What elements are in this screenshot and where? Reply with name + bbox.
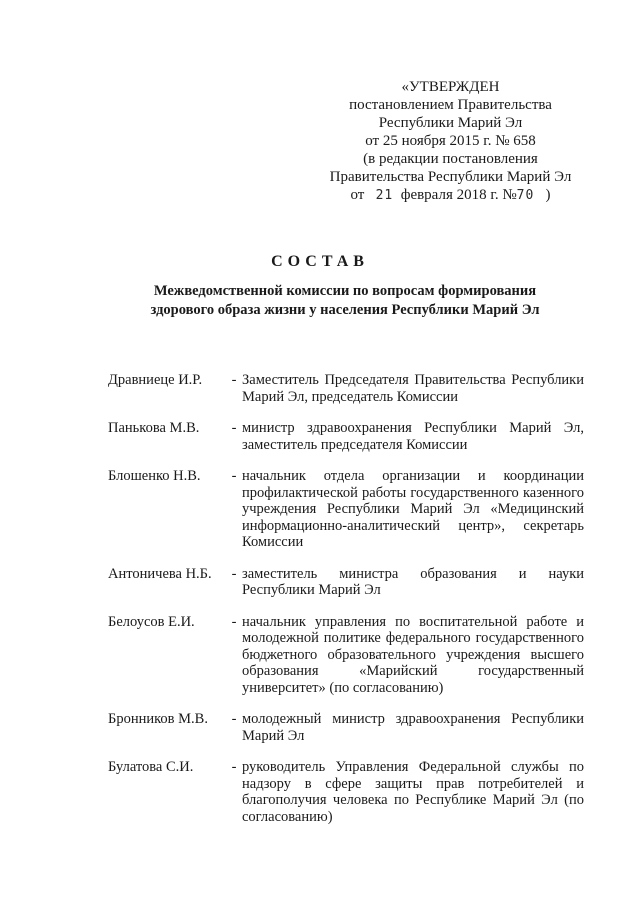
member-name: Бронников М.В. (108, 711, 208, 727)
member-role: заместитель министра образования и науки Республики Марий Эл (242, 565, 584, 598)
approval-date-middle: февраля 2018 г. № (400, 187, 517, 203)
member-name: Антоничева Н.Б. (108, 565, 212, 582)
approval-date-suffix: ) (545, 187, 551, 203)
approval-date-prefix: от (350, 187, 365, 203)
approval-number: 70 (516, 188, 535, 203)
member-dash: - (231, 711, 237, 727)
member-role: руководитель Управления Федеральной службы по надзору в сфере защиты прав потребителей и благополучия человека по Республике Марий Эл (по согласованию) (242, 759, 584, 825)
member-row (108, 759, 584, 825)
approval-line: Правительства Республики Марий Эл (329, 169, 572, 185)
member-name: Панькова М.В. (108, 420, 200, 436)
member-row (108, 372, 584, 405)
document-subtitle (110, 282, 580, 320)
member-role: начальник управления по воспитательной работе и молодежной политике федерального государственного бюджетного образовательного учреждения высшего образования «Марийский государственный университет» (по согласованию) (242, 613, 584, 696)
member-name: Дравниеце И.Р. (108, 372, 203, 388)
approval-stamp (318, 78, 583, 205)
member-row (108, 566, 584, 599)
approval-line: Республики Марий Эл (378, 115, 523, 131)
member-dash: - (231, 565, 237, 582)
member-row (108, 614, 584, 697)
member-dash: - (231, 372, 237, 388)
member-name: Блошенко Н.В. (108, 468, 201, 484)
subtitle-line: здорового образа жизни у населения Республики Марий Эл (150, 302, 540, 318)
approval-line: постановлением Правительства (349, 97, 552, 113)
approval-date-day: 21 (375, 188, 394, 203)
member-name: Булатова С.И. (108, 759, 194, 775)
member-role: молодежный министр здравоохранения Республики Марий Эл (242, 711, 584, 744)
subtitle-line: Межведомственной комиссии по вопросам формирования (153, 283, 537, 299)
document-title: СОСТАВ (271, 253, 369, 270)
member-dash: - (231, 759, 237, 775)
member-dash: - (231, 420, 237, 436)
approval-line: от 25 ноября 2015 г. № 658 (365, 133, 536, 149)
member-role: Заместитель Председателя Правительства Республики Марий Эл, председатель Комиссии (242, 372, 584, 405)
member-row (108, 468, 584, 551)
member-row (108, 420, 584, 453)
member-dash: - (231, 613, 237, 630)
member-name: Белоусов Е.И. (108, 613, 195, 630)
approval-line: (в редакции постановления (363, 151, 538, 167)
member-dash: - (231, 468, 237, 484)
member-list (108, 372, 584, 840)
member-role: министр здравоохранения Республики Марий Эл, заместитель председателя Комиссии (242, 420, 584, 453)
approval-line: «УТВЕРЖДЕН (401, 79, 500, 95)
member-role: начальник отдела организации и координации профилактической работы государственного казенного учреждения Республики Марий Эл «Медицинский информационно-аналитический центр», секретарь Комиссии (242, 468, 584, 550)
approval-date-line (318, 186, 583, 205)
member-row (108, 711, 584, 744)
